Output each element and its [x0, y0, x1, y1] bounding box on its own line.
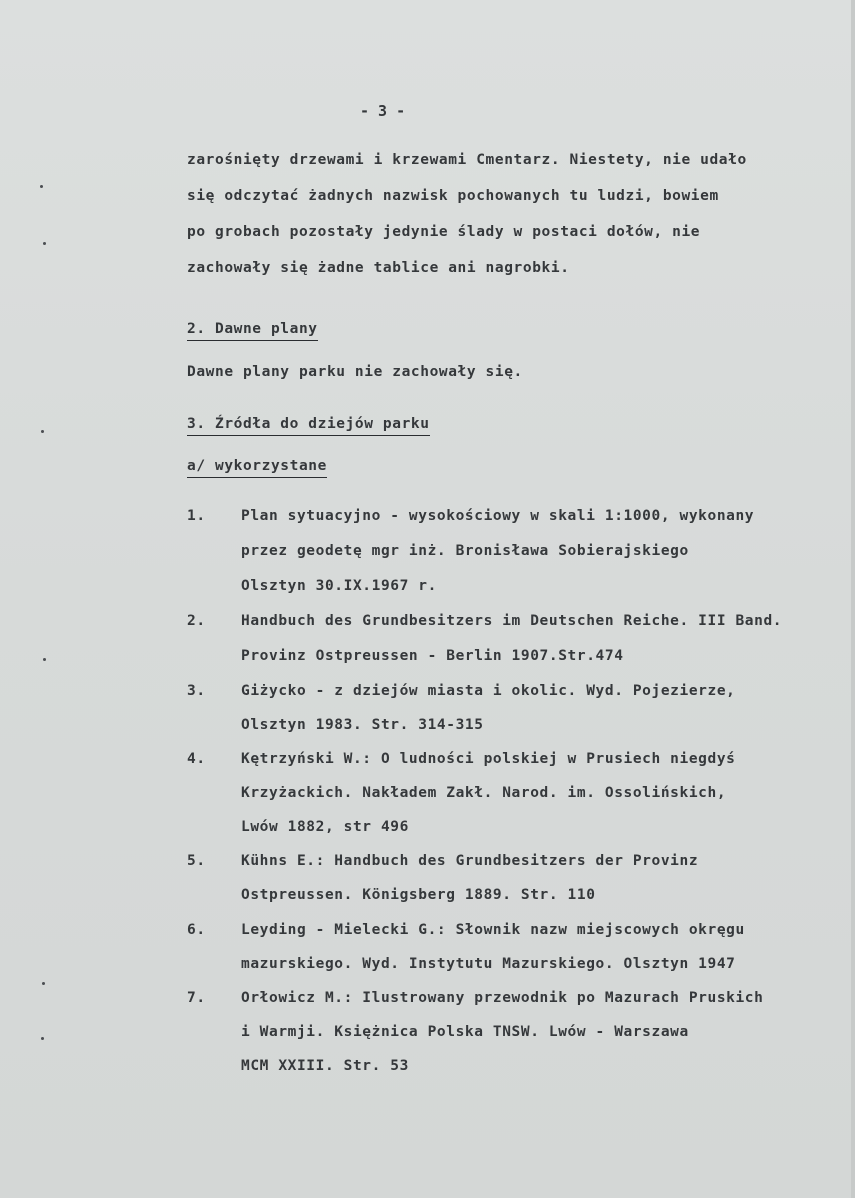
- source-line: Handbuch des Grundbesitzers im Deutschen Reiche. III Band.: [241, 613, 783, 629]
- source-line: mazurskiego. Wyd. Instytutu Mazurskiego. Olsztyn 1947: [241, 956, 736, 972]
- source-line: Olsztyn 30.IX.1967 r.: [241, 578, 437, 594]
- page-edge: [851, 0, 855, 1198]
- source-line: i Warmji. Księżnica Polska TNSW. Lwów - Warszawa: [241, 1024, 689, 1040]
- source-line: Olsztyn 1983. Str. 314-315: [241, 717, 484, 733]
- paragraph-line: zachowały się żadne tablice ani nagrobki.: [187, 260, 570, 276]
- source-line: Lwów 1882, str 496: [241, 819, 409, 835]
- section-3-heading: 3. Źródła do dziejów parku: [187, 416, 430, 436]
- source-line: Ostpreussen. Königsberg 1889. Str. 110: [241, 887, 596, 903]
- source-line: Kühns E.: Handbuch des Grundbesitzers der Provinz: [241, 853, 699, 869]
- source-line: Provinz Ostpreussen - Berlin 1907.Str.474: [241, 648, 624, 664]
- paragraph-line: się odczytać żadnych nazwisk pochowanych tu ludzi, bowiem: [187, 188, 719, 204]
- paragraph-line: po grobach pozostały jedynie ślady w postaci dołów, nie: [187, 224, 701, 240]
- source-line: Orłowicz M.: Ilustrowany przewodnik po Mazurach Pruskich: [241, 990, 764, 1006]
- section-3-subheading: a/ wykorzystane: [187, 458, 327, 478]
- source-line: MCM XXIII. Str. 53: [241, 1058, 409, 1074]
- section-2-heading: 2. Dawne plany: [187, 321, 318, 341]
- source-line: Leyding - Mielecki G.: Słownik nazw miejscowych okręgu: [241, 922, 745, 938]
- source-number: 2.: [187, 613, 206, 629]
- section-2-text: Dawne plany parku nie zachowały się.: [187, 364, 523, 380]
- page-number: - 3 -: [360, 102, 406, 120]
- source-line: Krzyżackich. Nakładem Zakł. Narod. im. Ossolińskich,: [241, 785, 727, 801]
- source-number: 4.: [187, 751, 206, 767]
- source-number: 5.: [187, 853, 206, 869]
- paragraph-line: zarośnięty drzewami i krzewami Cmentarz. Niestety, nie udało: [187, 152, 747, 168]
- source-line: Plan sytuacyjno - wysokościowy w skali 1:1000, wykonany: [241, 508, 755, 524]
- source-number: 1.: [187, 508, 206, 524]
- source-line: Giżycko - z dziejów miasta i okolic. Wyd. Pojezierze,: [241, 683, 736, 699]
- source-line: Kętrzyński W.: O ludności polskiej w Prusiech niegdyś: [241, 751, 736, 767]
- source-number: 7.: [187, 990, 206, 1006]
- source-line: przez geodetę mgr inż. Bronisława Sobierajskiego: [241, 543, 689, 559]
- source-number: 6.: [187, 922, 206, 938]
- source-number: 3.: [187, 683, 206, 699]
